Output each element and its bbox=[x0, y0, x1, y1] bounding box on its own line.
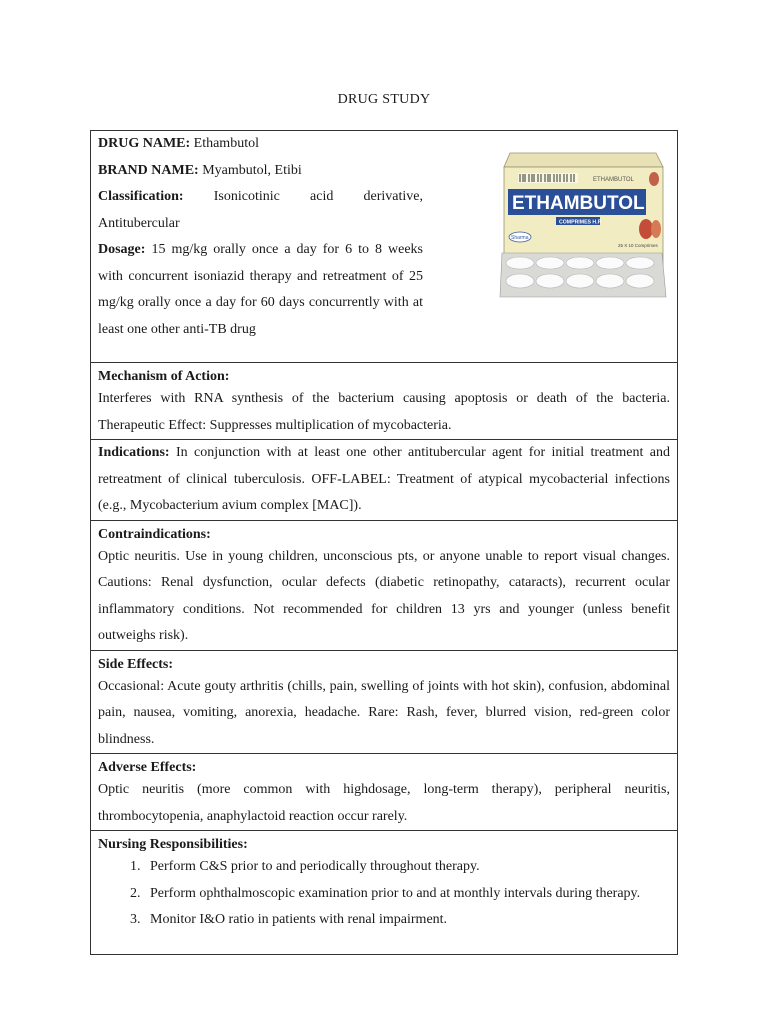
brand-name-value: Myambutol, Etibi bbox=[198, 162, 302, 178]
drug-box-image bbox=[498, 145, 668, 300]
contraindications-cell bbox=[91, 520, 678, 650]
adverse-effects-heading: Adverse Effects: bbox=[98, 760, 197, 775]
box-maker-text: Sharma bbox=[511, 235, 529, 241]
drug-name-value: Ethambutol bbox=[190, 136, 259, 151]
nursing-item: 1. Perform C&S prior to and periodically throughout therapy. bbox=[144, 854, 670, 881]
mechanism-heading: Mechanism of Action: bbox=[98, 369, 230, 384]
indications-heading: Indications: bbox=[98, 445, 170, 460]
classification-word: Isonicotinic bbox=[213, 189, 280, 204]
drug-study-table bbox=[90, 130, 678, 955]
adverse-effects-cell bbox=[91, 754, 678, 831]
box-brand-text: ETHAMBUTOL bbox=[512, 193, 645, 214]
dosage-label: Dosage: bbox=[98, 242, 146, 257]
contraindications-text: Optic neuritis. Use in young children, unconscious pts, or anyone unable to report visual changes. Cautions: Renal dysfunction, ocular defects (diabetic retinopathy, cataracts), recurrent ocular inflammatory conditions. Not recommended for children 13 yrs and younger (unless benefit outweighs risk). bbox=[98, 548, 670, 643]
nursing-item: 3. Monitor I&O ratio in patients with renal impairment. bbox=[144, 907, 670, 934]
barcode-icon bbox=[518, 173, 578, 183]
classification-word: acid bbox=[310, 189, 334, 204]
indications-cell bbox=[91, 440, 678, 521]
dosage-value: 15 mg/kg orally once a day for 6 to 8 weeks with concurrent isoniazid therapy and retreatment of 25 mg/kg orally once a day for 60 days concurrently with at least one other anti-TB drug bbox=[98, 242, 423, 337]
nursing-heading: Nursing Responsibilities: bbox=[98, 837, 248, 852]
mechanism-text: Interferes with RNA synthesis of the bacterium causing apoptosis or death of the bacteria. Therapeutic Effect: Suppresses multiplication of mycobacteria. bbox=[98, 391, 670, 433]
classification-label: Classification: bbox=[98, 189, 184, 204]
mechanism-cell bbox=[91, 363, 678, 440]
classification-value: Antitubercular bbox=[98, 215, 180, 231]
box-sub-text: COMPRIMES H.P. bbox=[559, 219, 602, 226]
drug-name-label: DRUG NAME: bbox=[98, 136, 191, 151]
classification-word: derivative, bbox=[363, 189, 423, 204]
indications-text: In conjunction with at least one other antitubercular agent for initial treatment and retreatment of clinical tuberculosis. OFF-LABEL: Treatment of atypical mycobacterial infections (e.g., Mycobacterium avium complex [MAC]). bbox=[98, 445, 670, 513]
nursing-cell bbox=[91, 831, 678, 955]
side-effects-cell bbox=[91, 650, 678, 754]
adverse-effects-text: Optic neuritis (more common with highdosage, long-term therapy), peripheral neuritis, thrombocytopenia, anaphylactoid reaction occur rarely. bbox=[98, 782, 670, 824]
svg-text:ETHAMBUTOL: ETHAMBUTOL bbox=[593, 177, 634, 183]
classification-row bbox=[98, 184, 423, 211]
nursing-list bbox=[98, 854, 670, 934]
contraindications-heading: Contraindications: bbox=[98, 526, 211, 542]
brand-name-label: BRAND NAME: bbox=[98, 162, 199, 178]
page-title: DRUG STUDY bbox=[337, 92, 431, 107]
nursing-item: 2. Perform ophthalmoscopic examination prior to and at monthly intervals during therapy. bbox=[144, 881, 670, 908]
box-count-text: 25 X 10 Comprimes bbox=[618, 243, 658, 248]
kidney-emblem-icon bbox=[639, 219, 661, 239]
side-effects-text: Occasional: Acute gouty arthritis (chills, pain, swelling of joints with hot skin), confusion, abdominal pain, nausea, vomiting, anorexia, headache. Rare: Rash, fever, blurred vision, red-green color blindness. bbox=[98, 678, 670, 747]
drug-info-cell bbox=[91, 131, 678, 363]
side-effects-heading: Side Effects: bbox=[98, 656, 174, 672]
lung-emblem-icon bbox=[649, 172, 659, 186]
